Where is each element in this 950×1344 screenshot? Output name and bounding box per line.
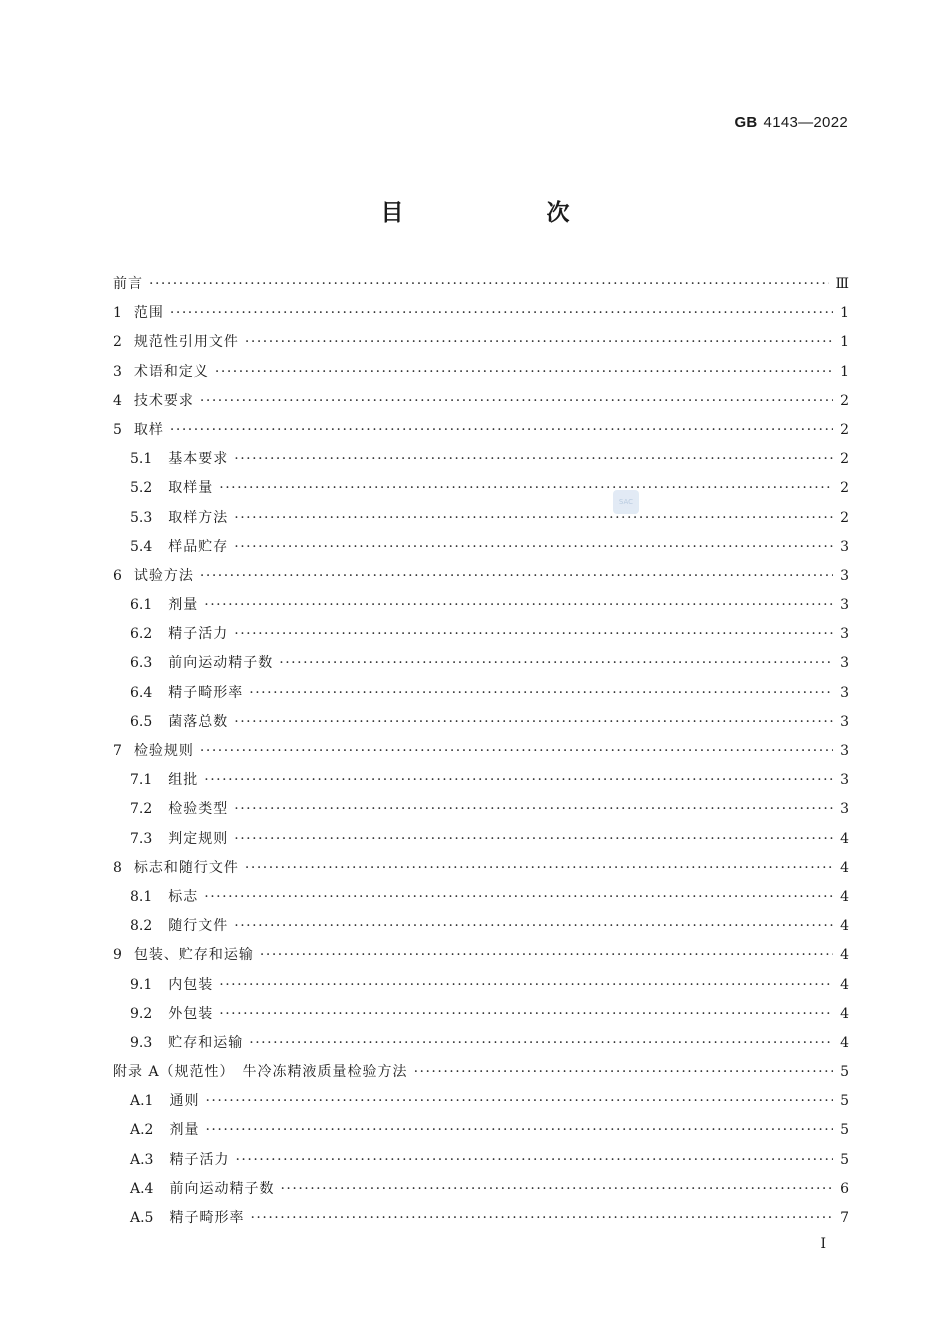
dot-leader xyxy=(250,1204,833,1233)
toc-entry-label: 精子畸形率 xyxy=(169,1210,245,1226)
dot-leader xyxy=(204,591,833,620)
toc-entry-label: 附录 A（规范性） 牛冷冻精液质量检验方法 xyxy=(113,1064,408,1081)
dot-leader xyxy=(200,387,833,416)
toc-entry-page: 5 xyxy=(840,1093,849,1110)
toc-entry-number: 5.4 xyxy=(130,538,153,555)
standard-code: 4143—2022 xyxy=(763,114,848,131)
toc-entry-page: 3 xyxy=(840,538,849,555)
toc-entry-number: 6.3 xyxy=(130,655,153,672)
toc-entry-page: 3 xyxy=(840,597,849,614)
toc-entry-label: 术语和定义 xyxy=(133,363,209,380)
toc-entry[interactable] xyxy=(113,591,849,620)
toc-entry[interactable] xyxy=(113,825,849,854)
toc-entry[interactable] xyxy=(113,1175,849,1204)
dot-leader xyxy=(204,883,833,912)
toc-entry-number: 3 xyxy=(113,363,122,380)
toc-entry[interactable] xyxy=(113,912,849,941)
toc-entry-page: 3 xyxy=(840,801,849,818)
toc-entry-number: 8 xyxy=(113,859,122,876)
toc-entry-page: 1 xyxy=(840,363,849,380)
toc-entry-number: 7 xyxy=(113,743,122,759)
toc-entry-page: 1 xyxy=(840,305,849,322)
toc-entry-page: 5 xyxy=(840,1122,849,1139)
dot-leader xyxy=(219,1000,833,1029)
toc-entry-label: 取样量 xyxy=(168,480,214,497)
toc-entry-page: 5 xyxy=(840,1151,849,1168)
dot-leader xyxy=(234,912,833,941)
dot-leader xyxy=(200,562,833,591)
toc-entry[interactable] xyxy=(113,387,849,416)
toc-entry-number: A.3 xyxy=(130,1151,154,1168)
toc-entry-label: 技术要求 xyxy=(133,392,194,409)
toc-entry[interactable] xyxy=(113,445,849,474)
page-title: 目 次 xyxy=(380,200,630,226)
dot-leader xyxy=(205,1116,833,1145)
dot-leader xyxy=(245,328,833,357)
toc-entry-number: A.1 xyxy=(130,1093,154,1110)
dot-leader xyxy=(170,416,833,445)
toc-entry-page: 3 xyxy=(840,713,849,730)
toc-entry-label: 前言 xyxy=(113,276,143,292)
toc-entry[interactable] xyxy=(113,971,849,1000)
toc-entry-page: 3 xyxy=(840,567,849,584)
toc-entry[interactable] xyxy=(113,299,849,328)
toc-entry-label: 精子畸形率 xyxy=(168,684,244,701)
toc-entry-number: 9.1 xyxy=(130,976,153,993)
toc-entry-number: 5.2 xyxy=(130,480,153,497)
toc-entry-label: 随行文件 xyxy=(168,918,229,935)
toc-entry-page: 2 xyxy=(840,421,849,438)
toc-entry-label: 精子活力 xyxy=(168,626,229,643)
toc-entry[interactable] xyxy=(113,270,849,299)
toc-entry-label: 包装、贮存和运输 xyxy=(133,947,254,964)
toc-entry-label: 菌落总数 xyxy=(168,713,229,730)
dot-leader xyxy=(215,358,833,387)
toc-entry-label: 标志 xyxy=(168,888,199,905)
toc-entry[interactable] xyxy=(113,737,849,766)
toc-entry-page: 4 xyxy=(840,859,849,876)
sac-watermark-icon: SAC xyxy=(613,490,639,514)
dot-leader xyxy=(234,620,833,649)
toc-entry-label: 内包装 xyxy=(168,976,214,993)
toc-entry[interactable] xyxy=(113,766,849,795)
dot-leader xyxy=(234,445,833,474)
toc-entry-page: 2 xyxy=(840,392,849,409)
toc-entry[interactable] xyxy=(113,620,849,649)
toc-entry-label: 检验类型 xyxy=(168,801,229,818)
toc-entry-page: 2 xyxy=(840,451,849,468)
toc-entry[interactable] xyxy=(113,679,849,708)
dot-leader xyxy=(234,825,833,854)
toc-entry[interactable] xyxy=(113,328,849,357)
toc-entry[interactable] xyxy=(113,1116,849,1145)
toc-entry-page: 3 xyxy=(840,626,849,643)
toc-entry-page: 4 xyxy=(840,947,849,964)
toc-entry-number: 6.5 xyxy=(130,713,153,730)
dot-leader xyxy=(234,708,833,737)
toc-entry-label: 前向运动精子数 xyxy=(168,655,274,672)
toc-entry-page: 2 xyxy=(840,480,849,497)
toc-entry-number: 9.2 xyxy=(130,1005,153,1022)
toc-entry[interactable] xyxy=(113,1058,849,1087)
toc-entry-page: 4 xyxy=(840,976,849,993)
dot-leader xyxy=(279,649,833,678)
toc-entry-number: 6.4 xyxy=(130,684,153,701)
toc-entry[interactable] xyxy=(113,708,849,737)
dot-leader xyxy=(205,1087,833,1116)
dot-leader xyxy=(149,270,829,299)
dot-leader xyxy=(234,795,833,824)
toc-entry[interactable] xyxy=(113,358,849,387)
toc-entry-number: 5 xyxy=(113,421,122,438)
toc-entry[interactable] xyxy=(113,1204,849,1233)
dot-leader xyxy=(280,1175,833,1204)
dot-leader xyxy=(219,474,833,503)
toc-entry-label: 剂量 xyxy=(169,1122,200,1139)
toc-entry[interactable] xyxy=(113,1087,849,1116)
toc-entry[interactable] xyxy=(113,474,849,503)
toc-entry-label: 精子活力 xyxy=(169,1151,230,1168)
table-of-contents xyxy=(113,270,849,1233)
toc-entry-label: 判定规则 xyxy=(168,830,229,847)
toc-entry-page: 4 xyxy=(840,1034,849,1051)
dot-leader xyxy=(170,299,833,328)
toc-entry-number: 9.3 xyxy=(130,1034,153,1051)
toc-entry[interactable] xyxy=(113,504,849,533)
dot-leader xyxy=(204,766,833,795)
toc-entry[interactable] xyxy=(113,795,849,824)
toc-entry-number: 1 xyxy=(113,305,122,322)
dot-leader xyxy=(260,941,833,970)
toc-entry-number: 6.1 xyxy=(130,597,153,614)
toc-entry-label: 样品贮存 xyxy=(168,538,229,555)
toc-entry[interactable] xyxy=(113,941,849,970)
toc-entry-number: 6.2 xyxy=(130,626,153,643)
toc-entry-number: A.5 xyxy=(130,1210,154,1226)
dot-leader xyxy=(219,971,833,1000)
dot-leader xyxy=(234,504,833,533)
standard-number xyxy=(734,114,848,131)
toc-entry-label: 剂量 xyxy=(168,597,199,614)
toc-entry[interactable] xyxy=(113,883,849,912)
toc-entry-page: 3 xyxy=(840,743,849,759)
toc-entry-number: A.2 xyxy=(130,1122,154,1139)
toc-entry-number: 5.3 xyxy=(130,509,153,526)
toc-entry[interactable] xyxy=(113,1000,849,1029)
toc-entry-label: 前向运动精子数 xyxy=(169,1180,275,1197)
dot-leader xyxy=(249,1029,833,1058)
toc-entry[interactable] xyxy=(113,1146,849,1175)
toc-entry-page: 3 xyxy=(840,655,849,672)
toc-entry-label: 范围 xyxy=(133,305,164,322)
toc-entry-page: 6 xyxy=(840,1180,849,1197)
toc-entry[interactable] xyxy=(113,649,849,678)
toc-entry-page: 5 xyxy=(840,1064,849,1081)
toc-entry[interactable] xyxy=(113,416,849,445)
toc-entry-number: 4 xyxy=(113,392,122,409)
toc-entry-label: 外包装 xyxy=(168,1005,214,1022)
toc-entry-number: 8.2 xyxy=(130,918,153,935)
toc-entry-label: 基本要求 xyxy=(168,451,229,468)
toc-entry-label: 取样方法 xyxy=(168,509,229,526)
page-number: Ⅰ xyxy=(820,1236,826,1252)
toc-entry-page: 1 xyxy=(840,334,849,351)
toc-entry-page: 3 xyxy=(840,684,849,701)
toc-entry[interactable] xyxy=(113,562,849,591)
toc-entry-number: 7.1 xyxy=(130,772,153,789)
dot-leader xyxy=(249,679,833,708)
toc-entry-label: 检验规则 xyxy=(133,743,194,759)
toc-entry[interactable] xyxy=(113,854,849,883)
toc-entry-number: 9 xyxy=(113,947,122,964)
toc-entry-number: 6 xyxy=(113,567,122,584)
toc-entry-number: 7.2 xyxy=(130,801,153,818)
toc-entry-label: 规范性引用文件 xyxy=(133,334,239,351)
toc-entry-page: 3 xyxy=(840,772,849,789)
toc-entry-number: 5.1 xyxy=(130,451,153,468)
toc-entry-number: 8.1 xyxy=(130,888,153,905)
toc-entry-page: 7 xyxy=(840,1210,849,1226)
dot-leader xyxy=(245,854,833,883)
toc-entry-label: 取样 xyxy=(133,421,164,438)
toc-entry-number: 7.3 xyxy=(130,830,153,847)
toc-entry-label: 通则 xyxy=(169,1093,200,1110)
standard-prefix: GB xyxy=(734,114,758,131)
toc-entry-label: 贮存和运输 xyxy=(168,1034,244,1051)
toc-entry-page: 4 xyxy=(840,888,849,905)
dot-leader xyxy=(235,1146,833,1175)
toc-entry-page: Ⅲ xyxy=(835,276,849,292)
toc-entry-label: 试验方法 xyxy=(133,567,194,584)
toc-entry-label: 组批 xyxy=(168,772,199,789)
toc-entry-label: 标志和随行文件 xyxy=(133,859,239,876)
toc-entry-page: 2 xyxy=(840,509,849,526)
toc-entry-page: 4 xyxy=(840,918,849,935)
toc-entry-page: 4 xyxy=(840,830,849,847)
toc-entry[interactable] xyxy=(113,533,849,562)
dot-leader xyxy=(414,1058,833,1087)
dot-leader xyxy=(234,533,833,562)
toc-entry-number: 2 xyxy=(113,334,122,351)
dot-leader xyxy=(200,737,833,766)
toc-entry-number: A.4 xyxy=(130,1180,154,1197)
toc-entry-page: 4 xyxy=(840,1005,849,1022)
toc-entry[interactable] xyxy=(113,1029,849,1058)
